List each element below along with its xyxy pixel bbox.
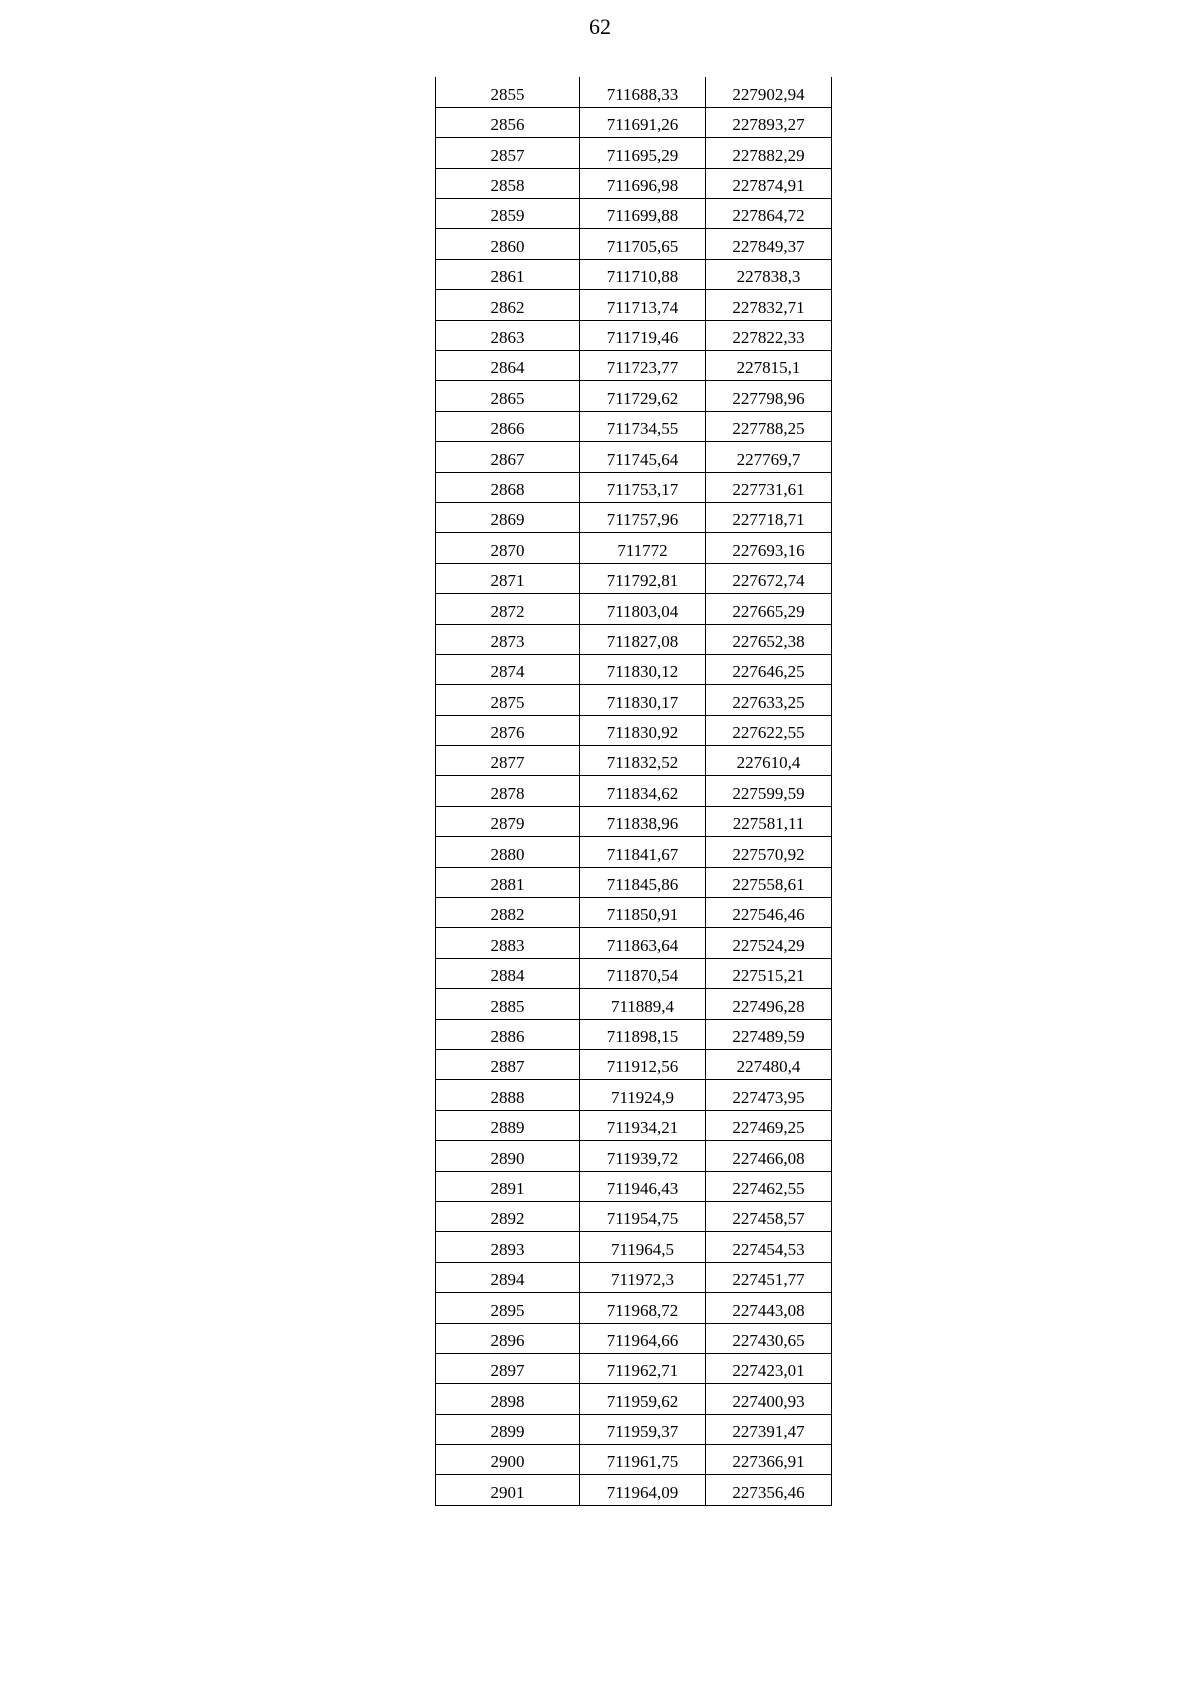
table-row — [436, 290, 832, 320]
table-row — [436, 381, 832, 411]
y-coordinate-cell: 227366,91 — [706, 1445, 832, 1475]
x-coordinate-cell: 711830,92 — [580, 715, 706, 745]
table-row — [436, 867, 832, 897]
table-row — [436, 837, 832, 867]
y-coordinate-cell: 227443,08 — [706, 1293, 832, 1323]
point-number-cell: 2864 — [436, 351, 580, 381]
point-number-cell: 2855 — [436, 77, 580, 107]
point-number-cell: 2894 — [436, 1262, 580, 1292]
y-coordinate-cell: 227451,77 — [706, 1262, 832, 1292]
point-number-cell: 2870 — [436, 533, 580, 563]
point-number-cell: 2856 — [436, 107, 580, 137]
y-coordinate-cell: 227480,4 — [706, 1050, 832, 1080]
point-number-cell: 2865 — [436, 381, 580, 411]
x-coordinate-cell: 711946,43 — [580, 1171, 706, 1201]
y-coordinate-cell: 227832,71 — [706, 290, 832, 320]
point-number-cell: 2872 — [436, 594, 580, 624]
x-coordinate-cell: 711753,17 — [580, 472, 706, 502]
table-row — [436, 442, 832, 472]
x-coordinate-cell: 711705,65 — [580, 229, 706, 259]
point-number-cell: 2901 — [436, 1475, 580, 1505]
x-coordinate-cell: 711954,75 — [580, 1201, 706, 1231]
y-coordinate-cell: 227430,65 — [706, 1323, 832, 1353]
y-coordinate-cell: 227622,55 — [706, 715, 832, 745]
x-coordinate-cell: 711964,09 — [580, 1475, 706, 1505]
x-coordinate-cell: 711699,88 — [580, 199, 706, 229]
x-coordinate-cell: 711934,21 — [580, 1110, 706, 1140]
x-coordinate-cell: 711827,08 — [580, 624, 706, 654]
y-coordinate-cell: 227718,71 — [706, 502, 832, 532]
x-coordinate-cell: 711695,29 — [580, 138, 706, 168]
table-row — [436, 746, 832, 776]
x-coordinate-cell: 711972,3 — [580, 1262, 706, 1292]
point-number-cell: 2861 — [436, 259, 580, 289]
point-number-cell: 2873 — [436, 624, 580, 654]
y-coordinate-cell: 227466,08 — [706, 1141, 832, 1171]
x-coordinate-cell: 711710,88 — [580, 259, 706, 289]
table-row — [436, 1262, 832, 1292]
point-number-cell: 2892 — [436, 1201, 580, 1231]
point-number-cell: 2857 — [436, 138, 580, 168]
y-coordinate-cell: 227769,7 — [706, 442, 832, 472]
table-row — [436, 1353, 832, 1383]
point-number-cell: 2891 — [436, 1171, 580, 1201]
point-number-cell: 2871 — [436, 563, 580, 593]
point-number-cell: 2884 — [436, 958, 580, 988]
x-coordinate-cell: 711898,15 — [580, 1019, 706, 1049]
table-row — [436, 958, 832, 988]
x-coordinate-cell: 711964,66 — [580, 1323, 706, 1353]
y-coordinate-cell: 227570,92 — [706, 837, 832, 867]
x-coordinate-cell: 711832,52 — [580, 746, 706, 776]
table-row — [436, 1141, 832, 1171]
table-row — [436, 472, 832, 502]
table-row — [436, 898, 832, 928]
y-coordinate-cell: 227633,25 — [706, 685, 832, 715]
x-coordinate-cell: 711729,62 — [580, 381, 706, 411]
table-row — [436, 1323, 832, 1353]
x-coordinate-cell: 711962,71 — [580, 1353, 706, 1383]
x-coordinate-cell: 711719,46 — [580, 320, 706, 350]
table-row — [436, 351, 832, 381]
y-coordinate-cell: 227473,95 — [706, 1080, 832, 1110]
y-coordinate-cell: 227849,37 — [706, 229, 832, 259]
table-row — [436, 989, 832, 1019]
x-coordinate-cell: 711803,04 — [580, 594, 706, 624]
table-row — [436, 411, 832, 441]
table-row — [436, 928, 832, 958]
y-coordinate-cell: 227610,4 — [706, 746, 832, 776]
y-coordinate-cell: 227672,74 — [706, 563, 832, 593]
x-coordinate-cell: 711830,17 — [580, 685, 706, 715]
x-coordinate-cell: 711772 — [580, 533, 706, 563]
y-coordinate-cell: 227496,28 — [706, 989, 832, 1019]
x-coordinate-cell: 711964,5 — [580, 1232, 706, 1262]
y-coordinate-cell: 227356,46 — [706, 1475, 832, 1505]
table-row — [436, 1110, 832, 1140]
point-number-cell: 2893 — [436, 1232, 580, 1262]
y-coordinate-cell: 227798,96 — [706, 381, 832, 411]
page-number: 62 — [589, 14, 611, 39]
x-coordinate-cell: 711691,26 — [580, 107, 706, 137]
y-coordinate-cell: 227874,91 — [706, 168, 832, 198]
point-number-cell: 2862 — [436, 290, 580, 320]
y-coordinate-cell: 227489,59 — [706, 1019, 832, 1049]
table-row — [436, 1050, 832, 1080]
x-coordinate-cell: 711838,96 — [580, 806, 706, 836]
y-coordinate-cell: 227646,25 — [706, 654, 832, 684]
point-number-cell: 2875 — [436, 685, 580, 715]
point-number-cell: 2899 — [436, 1414, 580, 1444]
point-number-cell: 2879 — [436, 806, 580, 836]
x-coordinate-cell: 711850,91 — [580, 898, 706, 928]
y-coordinate-cell: 227423,01 — [706, 1353, 832, 1383]
point-number-cell: 2869 — [436, 502, 580, 532]
y-coordinate-cell: 227731,61 — [706, 472, 832, 502]
x-coordinate-cell: 711912,56 — [580, 1050, 706, 1080]
coordinates-table — [435, 77, 832, 1506]
y-coordinate-cell: 227515,21 — [706, 958, 832, 988]
x-coordinate-cell: 711870,54 — [580, 958, 706, 988]
y-coordinate-cell: 227462,55 — [706, 1171, 832, 1201]
point-number-cell: 2877 — [436, 746, 580, 776]
x-coordinate-cell: 711845,86 — [580, 867, 706, 897]
point-number-cell: 2874 — [436, 654, 580, 684]
table-row — [436, 1080, 832, 1110]
table-row — [436, 502, 832, 532]
point-number-cell: 2866 — [436, 411, 580, 441]
table-row — [436, 624, 832, 654]
table-row — [436, 168, 832, 198]
x-coordinate-cell: 711961,75 — [580, 1445, 706, 1475]
y-coordinate-cell: 227599,59 — [706, 776, 832, 806]
table-row — [436, 806, 832, 836]
table-row — [436, 1232, 832, 1262]
point-number-cell: 2863 — [436, 320, 580, 350]
point-number-cell: 2890 — [436, 1141, 580, 1171]
x-coordinate-cell: 711841,67 — [580, 837, 706, 867]
table-row — [436, 1445, 832, 1475]
x-coordinate-cell: 711863,64 — [580, 928, 706, 958]
table-row — [436, 1414, 832, 1444]
table-row — [436, 685, 832, 715]
y-coordinate-cell: 227469,25 — [706, 1110, 832, 1140]
x-coordinate-cell: 711889,4 — [580, 989, 706, 1019]
y-coordinate-cell: 227822,33 — [706, 320, 832, 350]
point-number-cell: 2886 — [436, 1019, 580, 1049]
x-coordinate-cell: 711713,74 — [580, 290, 706, 320]
y-coordinate-cell: 227893,27 — [706, 107, 832, 137]
point-number-cell: 2888 — [436, 1080, 580, 1110]
table-row — [436, 715, 832, 745]
point-number-cell: 2887 — [436, 1050, 580, 1080]
y-coordinate-cell: 227882,29 — [706, 138, 832, 168]
point-number-cell: 2895 — [436, 1293, 580, 1323]
point-number-cell: 2897 — [436, 1353, 580, 1383]
y-coordinate-cell: 227864,72 — [706, 199, 832, 229]
point-number-cell: 2880 — [436, 837, 580, 867]
y-coordinate-cell: 227524,29 — [706, 928, 832, 958]
y-coordinate-cell: 227652,38 — [706, 624, 832, 654]
x-coordinate-cell: 711745,64 — [580, 442, 706, 472]
point-number-cell: 2885 — [436, 989, 580, 1019]
point-number-cell: 2867 — [436, 442, 580, 472]
y-coordinate-cell: 227902,94 — [706, 77, 832, 107]
point-number-cell: 2900 — [436, 1445, 580, 1475]
table-row — [436, 229, 832, 259]
y-coordinate-cell: 227581,11 — [706, 806, 832, 836]
x-coordinate-cell: 711792,81 — [580, 563, 706, 593]
y-coordinate-cell: 227558,61 — [706, 867, 832, 897]
y-coordinate-cell: 227838,3 — [706, 259, 832, 289]
table-row — [436, 563, 832, 593]
point-number-cell: 2859 — [436, 199, 580, 229]
table-row — [436, 1201, 832, 1231]
coordinates-table-body — [436, 77, 832, 1505]
table-row — [436, 107, 832, 137]
y-coordinate-cell: 227546,46 — [706, 898, 832, 928]
x-coordinate-cell: 711968,72 — [580, 1293, 706, 1323]
x-coordinate-cell: 711939,72 — [580, 1141, 706, 1171]
x-coordinate-cell: 711696,98 — [580, 168, 706, 198]
table-row — [436, 594, 832, 624]
y-coordinate-cell: 227458,57 — [706, 1201, 832, 1231]
x-coordinate-cell: 711830,12 — [580, 654, 706, 684]
y-coordinate-cell: 227391,47 — [706, 1414, 832, 1444]
x-coordinate-cell: 711959,37 — [580, 1414, 706, 1444]
y-coordinate-cell: 227815,1 — [706, 351, 832, 381]
point-number-cell: 2878 — [436, 776, 580, 806]
point-number-cell: 2896 — [436, 1323, 580, 1353]
x-coordinate-cell: 711723,77 — [580, 351, 706, 381]
point-number-cell: 2881 — [436, 867, 580, 897]
x-coordinate-cell: 711734,55 — [580, 411, 706, 441]
table-row — [436, 533, 832, 563]
table-row — [436, 320, 832, 350]
y-coordinate-cell: 227693,16 — [706, 533, 832, 563]
x-coordinate-cell: 711834,62 — [580, 776, 706, 806]
point-number-cell: 2868 — [436, 472, 580, 502]
y-coordinate-cell: 227788,25 — [706, 411, 832, 441]
x-coordinate-cell: 711688,33 — [580, 77, 706, 107]
x-coordinate-cell: 711959,62 — [580, 1384, 706, 1414]
table-row — [436, 1019, 832, 1049]
table-row — [436, 1293, 832, 1323]
table-row — [436, 654, 832, 684]
table-row — [436, 77, 832, 107]
y-coordinate-cell: 227400,93 — [706, 1384, 832, 1414]
table-row — [436, 1475, 832, 1505]
point-number-cell: 2876 — [436, 715, 580, 745]
table-row — [436, 776, 832, 806]
table-row — [436, 1171, 832, 1201]
point-number-cell: 2860 — [436, 229, 580, 259]
table-row — [436, 259, 832, 289]
point-number-cell: 2883 — [436, 928, 580, 958]
table-row — [436, 138, 832, 168]
table-row — [436, 1384, 832, 1414]
table-row — [436, 199, 832, 229]
y-coordinate-cell: 227665,29 — [706, 594, 832, 624]
point-number-cell: 2882 — [436, 898, 580, 928]
x-coordinate-cell: 711757,96 — [580, 502, 706, 532]
point-number-cell: 2898 — [436, 1384, 580, 1414]
x-coordinate-cell: 711924,9 — [580, 1080, 706, 1110]
y-coordinate-cell: 227454,53 — [706, 1232, 832, 1262]
point-number-cell: 2889 — [436, 1110, 580, 1140]
point-number-cell: 2858 — [436, 168, 580, 198]
